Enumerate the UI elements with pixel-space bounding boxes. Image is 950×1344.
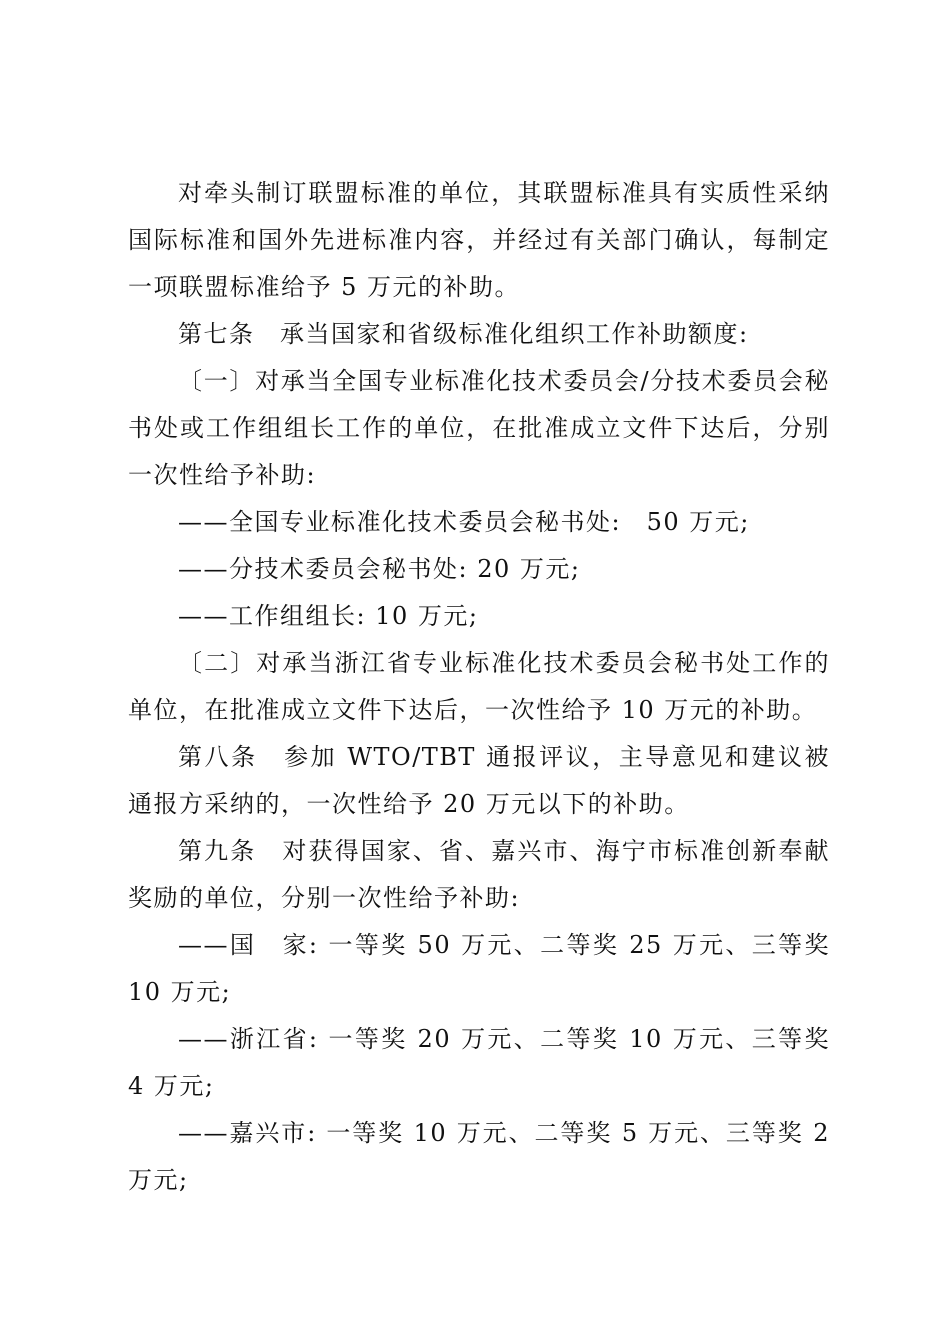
subsidy-line-national-secretariat: ——全国专业标准化技术委员会秘书处: 50 万元;	[178, 508, 750, 536]
article-7-heading: 第七条 承当国家和省级标准化组织工作补助额度:	[178, 320, 749, 348]
article-9: 第九条 对获得国家、省、嘉兴市、海宁市标准创新奉献奖励的单位，分别一次性给予补助:	[128, 837, 830, 912]
document-body	[128, 170, 830, 1204]
article-8: 第八条 参加 WTO/TBT 通报评议，主导意见和建议被通报方采纳的，一次性给予 20 万元以下的补助。	[128, 743, 830, 818]
subsidy-line-working-group: ——工作组组长: 10 万元;	[178, 602, 479, 630]
award-line-jiaxing: ——嘉兴市: 一等奖 10 万元、二等奖 5 万元、三等奖 2 万元;	[128, 1119, 830, 1194]
article-7-item-1: 〔一〕对承当全国专业标准化技术委员会/分技术委员会秘书处或工作组组长工作的单位，在批准成立文件下达后，分别一次性给予补助:	[128, 367, 830, 489]
award-line-zhejiang: ——浙江省: 一等奖 20 万元、二等奖 10 万元、三等奖 4 万元;	[128, 1025, 830, 1100]
award-line-national: ——国 家: 一等奖 50 万元、二等奖 25 万元、三等奖 10 万元;	[128, 931, 830, 1006]
article-7-item-2: 〔二〕对承当浙江省专业标准化技术委员会秘书处工作的单位，在批准成立文件下达后，一次性给予 10 万元的补助。	[128, 649, 830, 724]
subsidy-line-sub-committee: ——分技术委员会秘书处: 20 万元;	[178, 555, 581, 583]
paragraph-alliance-standard: 对牵头制订联盟标准的单位，其联盟标准具有实质性采纳国际标准和国外先进标准内容，并经过有关部门确认，每制定一项联盟标准给予 5 万元的补助。	[128, 179, 830, 301]
